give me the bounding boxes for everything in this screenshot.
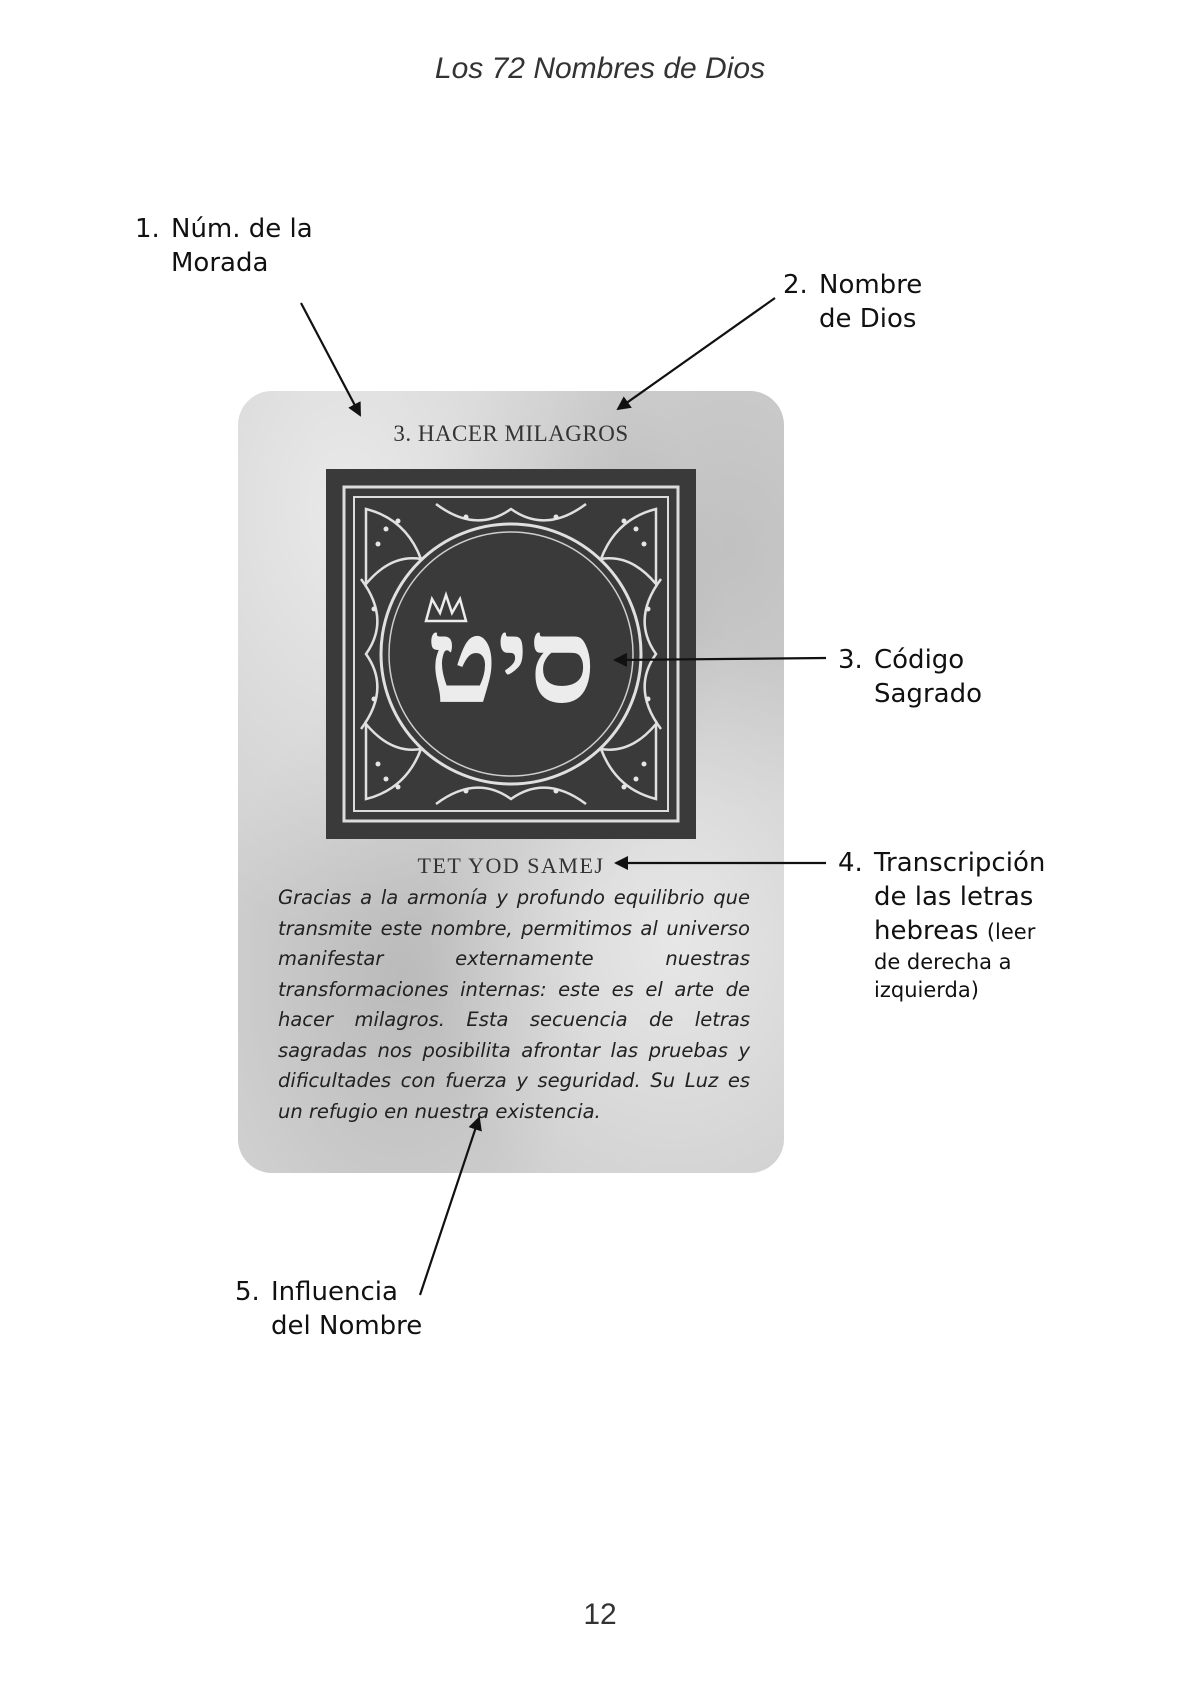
- arrow-1: [301, 303, 360, 415]
- callout-label-line: del Nombre: [271, 1311, 423, 1341]
- running-header: Los 72 Nombres de Dios: [434, 52, 766, 85]
- callout-label-line: Núm. de la: [171, 214, 313, 244]
- callout-label-line: Morada: [171, 248, 269, 278]
- callout-note-line: izquierda): [874, 978, 979, 1002]
- callout-number: 4.: [838, 848, 863, 878]
- hebrew-transcription: TET YOD SAMEJ: [417, 853, 605, 878]
- callout-number: 2.: [783, 270, 808, 300]
- sacred-code-letters: סיט: [426, 591, 596, 730]
- callout-number: 3.: [838, 645, 863, 675]
- arrow-2: [618, 298, 775, 409]
- callout-label-line: Influencia: [271, 1277, 398, 1307]
- callout-label-line: Sagrado: [874, 679, 982, 709]
- callout-label-word: hebreas: [874, 916, 979, 946]
- card-title: 3. HACER MILAGROS: [393, 421, 629, 446]
- callout-note: (leer: [986, 920, 1036, 944]
- arrow-5: [420, 1118, 479, 1295]
- callout-label-line: Código: [874, 645, 965, 675]
- callout-number: 5.: [235, 1277, 260, 1307]
- callout-label-line: de Dios: [819, 304, 917, 334]
- callout-number: 1.: [135, 214, 160, 244]
- page-number: 12: [583, 1598, 617, 1631]
- callout-note-line: de derecha a: [874, 950, 1012, 974]
- arrow-3: [615, 658, 826, 660]
- callout-label-line: Transcripción: [874, 848, 1046, 878]
- callout-label-line: de las letras: [874, 882, 1034, 912]
- name-influence-text: Gracias a la armonía y profundo equilibrio que transmite este nombre, permitimos al universo manifestar externamente nuestras transformaciones internas: este es el arte de hacer milagros. Esta secuencia de letras sagradas nos posibilita afrontar las pruebas y dificultades con fuerza y seguridad. Su Luz es un refugio en nuestra existencia.: [278, 886, 750, 1123]
- callout-label-line: Nombre: [819, 270, 923, 300]
